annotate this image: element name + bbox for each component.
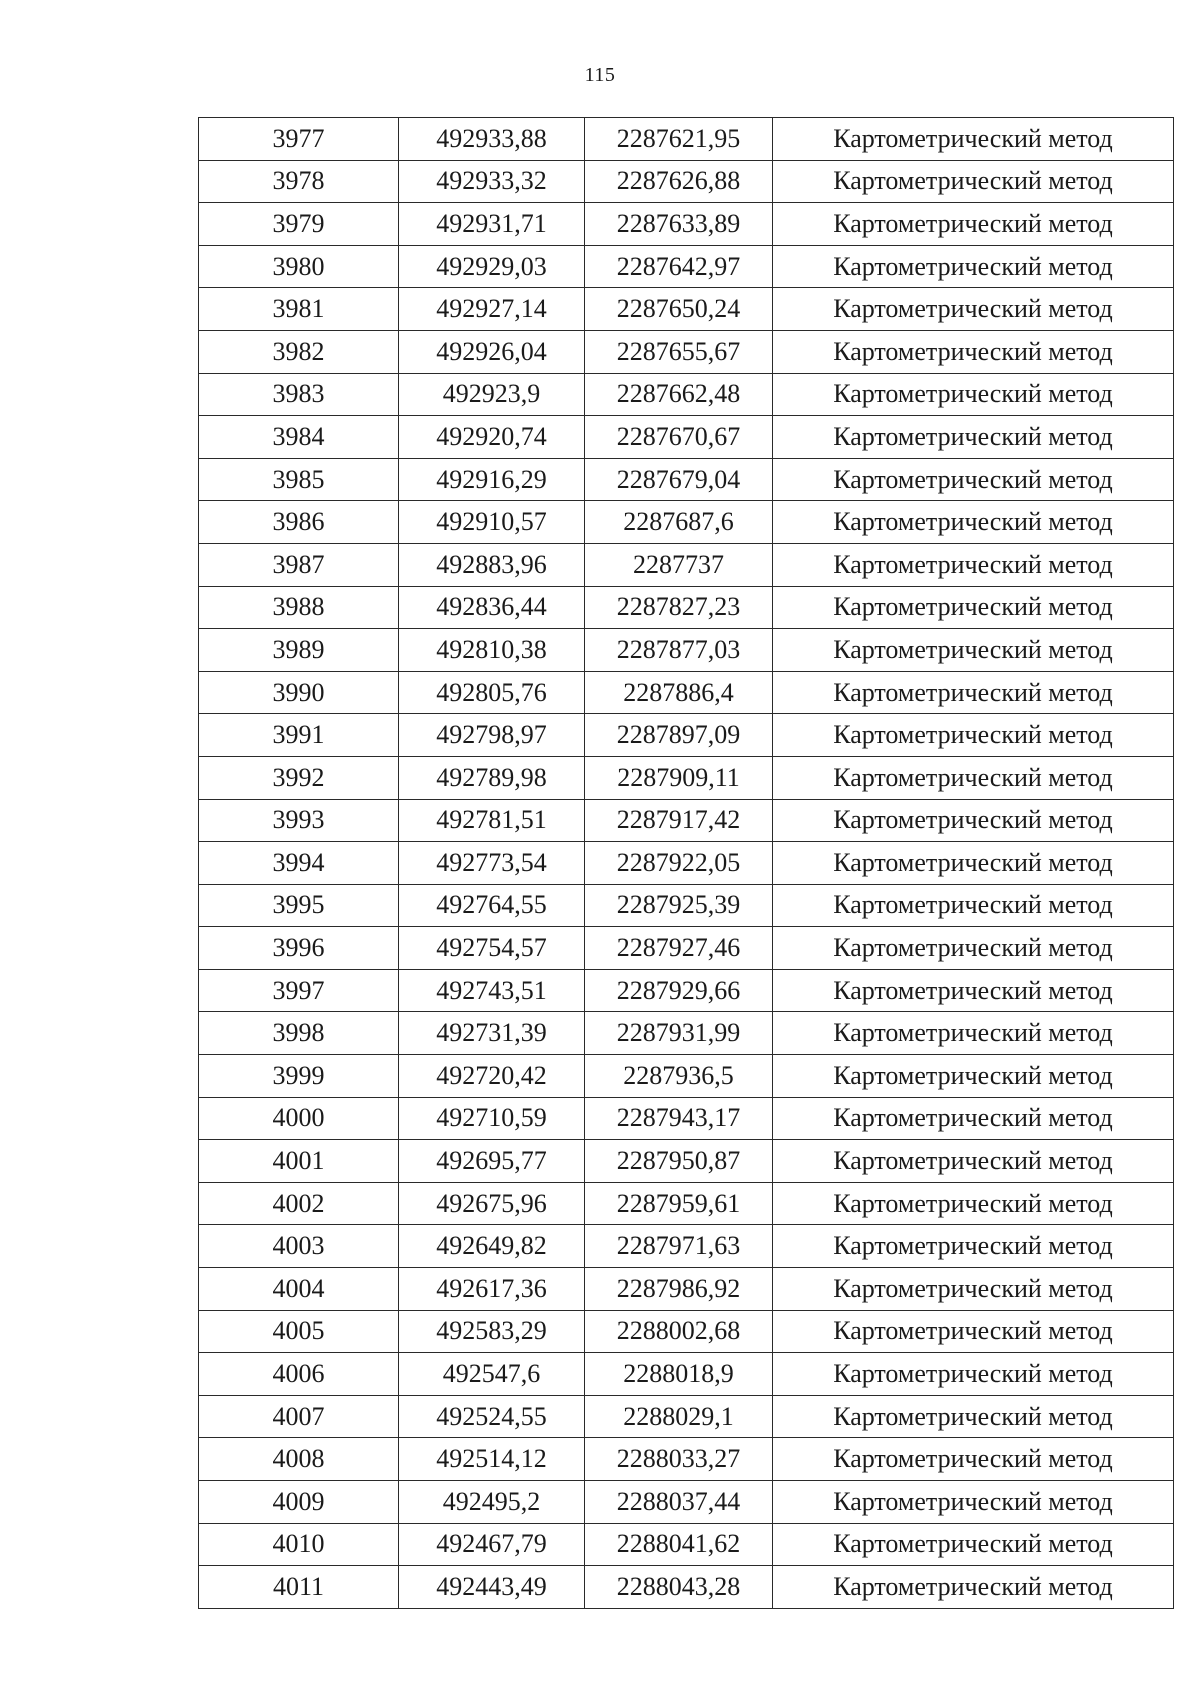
y-coordinate-cell: 2287662,48 — [585, 373, 773, 416]
y-coordinate-cell: 2287621,95 — [585, 118, 773, 161]
table-row — [199, 416, 1174, 459]
x-coordinate-cell: 492805,76 — [399, 671, 585, 714]
x-coordinate-cell: 492467,79 — [399, 1523, 585, 1566]
method-cell: Картометрический метод — [773, 543, 1174, 586]
table-row — [199, 543, 1174, 586]
y-coordinate-cell: 2287925,39 — [585, 884, 773, 927]
table-row — [199, 1310, 1174, 1353]
x-coordinate-cell: 492583,29 — [399, 1310, 585, 1353]
method-cell: Картометрический метод — [773, 416, 1174, 459]
method-cell: Картометрический метод — [773, 1012, 1174, 1055]
method-cell: Картометрический метод — [773, 1310, 1174, 1353]
method-cell: Картометрический метод — [773, 1395, 1174, 1438]
table-row — [199, 1182, 1174, 1225]
point-number-cell: 3996 — [199, 927, 399, 970]
method-cell: Картометрический метод — [773, 1438, 1174, 1481]
x-coordinate-cell: 492931,71 — [399, 203, 585, 246]
table-row — [199, 756, 1174, 799]
x-coordinate-cell: 492929,03 — [399, 245, 585, 288]
table-row — [199, 1268, 1174, 1311]
table-row — [199, 1097, 1174, 1140]
y-coordinate-cell: 2288018,9 — [585, 1353, 773, 1396]
y-coordinate-cell: 2287897,09 — [585, 714, 773, 757]
table-row — [199, 1566, 1174, 1609]
x-coordinate-cell: 492524,55 — [399, 1395, 585, 1438]
table-row — [199, 288, 1174, 331]
method-cell: Картометрический метод — [773, 203, 1174, 246]
x-coordinate-cell: 492731,39 — [399, 1012, 585, 1055]
method-cell: Картометрический метод — [773, 629, 1174, 672]
y-coordinate-cell: 2287633,89 — [585, 203, 773, 246]
x-coordinate-cell: 492810,38 — [399, 629, 585, 672]
method-cell: Картометрический метод — [773, 1140, 1174, 1183]
x-coordinate-cell: 492710,59 — [399, 1097, 585, 1140]
method-cell: Картометрический метод — [773, 927, 1174, 970]
point-number-cell: 3989 — [199, 629, 399, 672]
method-cell: Картометрический метод — [773, 118, 1174, 161]
point-number-cell: 4005 — [199, 1310, 399, 1353]
table-row — [199, 1012, 1174, 1055]
table-row — [199, 629, 1174, 672]
table-row — [199, 1395, 1174, 1438]
x-coordinate-cell: 492923,9 — [399, 373, 585, 416]
x-coordinate-cell: 492933,32 — [399, 160, 585, 203]
point-number-cell: 3993 — [199, 799, 399, 842]
table-row — [199, 1523, 1174, 1566]
table-row — [199, 203, 1174, 246]
method-cell: Картометрический метод — [773, 799, 1174, 842]
y-coordinate-cell: 2287909,11 — [585, 756, 773, 799]
point-number-cell: 3984 — [199, 416, 399, 459]
table-row — [199, 458, 1174, 501]
method-cell: Картометрический метод — [773, 1268, 1174, 1311]
point-number-cell: 3981 — [199, 288, 399, 331]
x-coordinate-cell: 492720,42 — [399, 1055, 585, 1098]
y-coordinate-cell: 2287959,61 — [585, 1182, 773, 1225]
table-row — [199, 671, 1174, 714]
y-coordinate-cell: 2287687,6 — [585, 501, 773, 544]
table-row — [199, 501, 1174, 544]
point-number-cell: 3979 — [199, 203, 399, 246]
point-number-cell: 3995 — [199, 884, 399, 927]
method-cell: Картометрический метод — [773, 160, 1174, 203]
table-row — [199, 118, 1174, 161]
table-row — [199, 884, 1174, 927]
y-coordinate-cell: 2287650,24 — [585, 288, 773, 331]
point-number-cell: 4009 — [199, 1481, 399, 1524]
y-coordinate-cell: 2288043,28 — [585, 1566, 773, 1609]
method-cell: Картометрический метод — [773, 1055, 1174, 1098]
table-row — [199, 1055, 1174, 1098]
coordinates-table-body — [199, 118, 1174, 1609]
y-coordinate-cell: 2287655,67 — [585, 330, 773, 373]
method-cell: Картометрический метод — [773, 586, 1174, 629]
point-number-cell: 3990 — [199, 671, 399, 714]
table-row — [199, 799, 1174, 842]
method-cell: Картометрический метод — [773, 969, 1174, 1012]
method-cell: Картометрический метод — [773, 373, 1174, 416]
x-coordinate-cell: 492926,04 — [399, 330, 585, 373]
x-coordinate-cell: 492836,44 — [399, 586, 585, 629]
y-coordinate-cell: 2287737 — [585, 543, 773, 586]
point-number-cell: 3978 — [199, 160, 399, 203]
method-cell: Картометрический метод — [773, 288, 1174, 331]
y-coordinate-cell: 2287827,23 — [585, 586, 773, 629]
y-coordinate-cell: 2287670,67 — [585, 416, 773, 459]
point-number-cell: 3991 — [199, 714, 399, 757]
coordinates-table — [198, 117, 1174, 1609]
method-cell: Картометрический метод — [773, 884, 1174, 927]
y-coordinate-cell: 2287986,92 — [585, 1268, 773, 1311]
x-coordinate-cell: 492773,54 — [399, 842, 585, 885]
table-row — [199, 927, 1174, 970]
y-coordinate-cell: 2287950,87 — [585, 1140, 773, 1183]
y-coordinate-cell: 2288041,62 — [585, 1523, 773, 1566]
y-coordinate-cell: 2288029,1 — [585, 1395, 773, 1438]
y-coordinate-cell: 2288033,27 — [585, 1438, 773, 1481]
point-number-cell: 4007 — [199, 1395, 399, 1438]
method-cell: Картометрический метод — [773, 671, 1174, 714]
method-cell: Картометрический метод — [773, 1566, 1174, 1609]
point-number-cell: 3980 — [199, 245, 399, 288]
method-cell: Картометрический метод — [773, 1481, 1174, 1524]
point-number-cell: 3992 — [199, 756, 399, 799]
x-coordinate-cell: 492883,96 — [399, 543, 585, 586]
point-number-cell: 3987 — [199, 543, 399, 586]
x-coordinate-cell: 492547,6 — [399, 1353, 585, 1396]
point-number-cell: 3983 — [199, 373, 399, 416]
point-number-cell: 3985 — [199, 458, 399, 501]
table-row — [199, 373, 1174, 416]
x-coordinate-cell: 492514,12 — [399, 1438, 585, 1481]
x-coordinate-cell: 492743,51 — [399, 969, 585, 1012]
x-coordinate-cell: 492695,77 — [399, 1140, 585, 1183]
x-coordinate-cell: 492798,97 — [399, 714, 585, 757]
point-number-cell: 4000 — [199, 1097, 399, 1140]
x-coordinate-cell: 492933,88 — [399, 118, 585, 161]
point-number-cell: 3994 — [199, 842, 399, 885]
y-coordinate-cell: 2287936,5 — [585, 1055, 773, 1098]
point-number-cell: 3982 — [199, 330, 399, 373]
y-coordinate-cell: 2288002,68 — [585, 1310, 773, 1353]
x-coordinate-cell: 492789,98 — [399, 756, 585, 799]
y-coordinate-cell: 2287917,42 — [585, 799, 773, 842]
x-coordinate-cell: 492443,49 — [399, 1566, 585, 1609]
x-coordinate-cell: 492617,36 — [399, 1268, 585, 1311]
y-coordinate-cell: 2287971,63 — [585, 1225, 773, 1268]
point-number-cell: 4008 — [199, 1438, 399, 1481]
point-number-cell: 4004 — [199, 1268, 399, 1311]
table-row — [199, 714, 1174, 757]
table-row — [199, 330, 1174, 373]
point-number-cell: 4002 — [199, 1182, 399, 1225]
table-row — [199, 1438, 1174, 1481]
y-coordinate-cell: 2287877,03 — [585, 629, 773, 672]
method-cell: Картометрический метод — [773, 1353, 1174, 1396]
method-cell: Картометрический метод — [773, 501, 1174, 544]
table-row — [199, 1353, 1174, 1396]
x-coordinate-cell: 492495,2 — [399, 1481, 585, 1524]
point-number-cell: 3998 — [199, 1012, 399, 1055]
y-coordinate-cell: 2287927,46 — [585, 927, 773, 970]
method-cell: Картометрический метод — [773, 1225, 1174, 1268]
method-cell: Картометрический метод — [773, 330, 1174, 373]
point-number-cell: 4003 — [199, 1225, 399, 1268]
x-coordinate-cell: 492910,57 — [399, 501, 585, 544]
x-coordinate-cell: 492649,82 — [399, 1225, 585, 1268]
y-coordinate-cell: 2288037,44 — [585, 1481, 773, 1524]
method-cell: Картометрический метод — [773, 1182, 1174, 1225]
point-number-cell: 4010 — [199, 1523, 399, 1566]
point-number-cell: 4006 — [199, 1353, 399, 1396]
y-coordinate-cell: 2287886,4 — [585, 671, 773, 714]
y-coordinate-cell: 2287626,88 — [585, 160, 773, 203]
y-coordinate-cell: 2287642,97 — [585, 245, 773, 288]
y-coordinate-cell: 2287922,05 — [585, 842, 773, 885]
method-cell: Картометрический метод — [773, 1523, 1174, 1566]
point-number-cell: 3999 — [199, 1055, 399, 1098]
table-row — [199, 1481, 1174, 1524]
table-row — [199, 160, 1174, 203]
table-row — [199, 1140, 1174, 1183]
table-row — [199, 1225, 1174, 1268]
table-row — [199, 245, 1174, 288]
x-coordinate-cell: 492764,55 — [399, 884, 585, 927]
x-coordinate-cell: 492927,14 — [399, 288, 585, 331]
method-cell: Картометрический метод — [773, 458, 1174, 501]
point-number-cell: 3988 — [199, 586, 399, 629]
point-number-cell: 3986 — [199, 501, 399, 544]
x-coordinate-cell: 492781,51 — [399, 799, 585, 842]
y-coordinate-cell: 2287929,66 — [585, 969, 773, 1012]
method-cell: Картометрический метод — [773, 714, 1174, 757]
x-coordinate-cell: 492675,96 — [399, 1182, 585, 1225]
y-coordinate-cell: 2287679,04 — [585, 458, 773, 501]
point-number-cell: 4011 — [199, 1566, 399, 1609]
point-number-cell: 3997 — [199, 969, 399, 1012]
x-coordinate-cell: 492916,29 — [399, 458, 585, 501]
method-cell: Картометрический метод — [773, 842, 1174, 885]
method-cell: Картометрический метод — [773, 1097, 1174, 1140]
table-row — [199, 586, 1174, 629]
point-number-cell: 4001 — [199, 1140, 399, 1183]
table-row — [199, 969, 1174, 1012]
x-coordinate-cell: 492754,57 — [399, 927, 585, 970]
method-cell: Картометрический метод — [773, 245, 1174, 288]
point-number-cell: 3977 — [199, 118, 399, 161]
table-row — [199, 842, 1174, 885]
method-cell: Картометрический метод — [773, 756, 1174, 799]
y-coordinate-cell: 2287931,99 — [585, 1012, 773, 1055]
y-coordinate-cell: 2287943,17 — [585, 1097, 773, 1140]
x-coordinate-cell: 492920,74 — [399, 416, 585, 459]
page-number: 115 — [584, 64, 616, 86]
